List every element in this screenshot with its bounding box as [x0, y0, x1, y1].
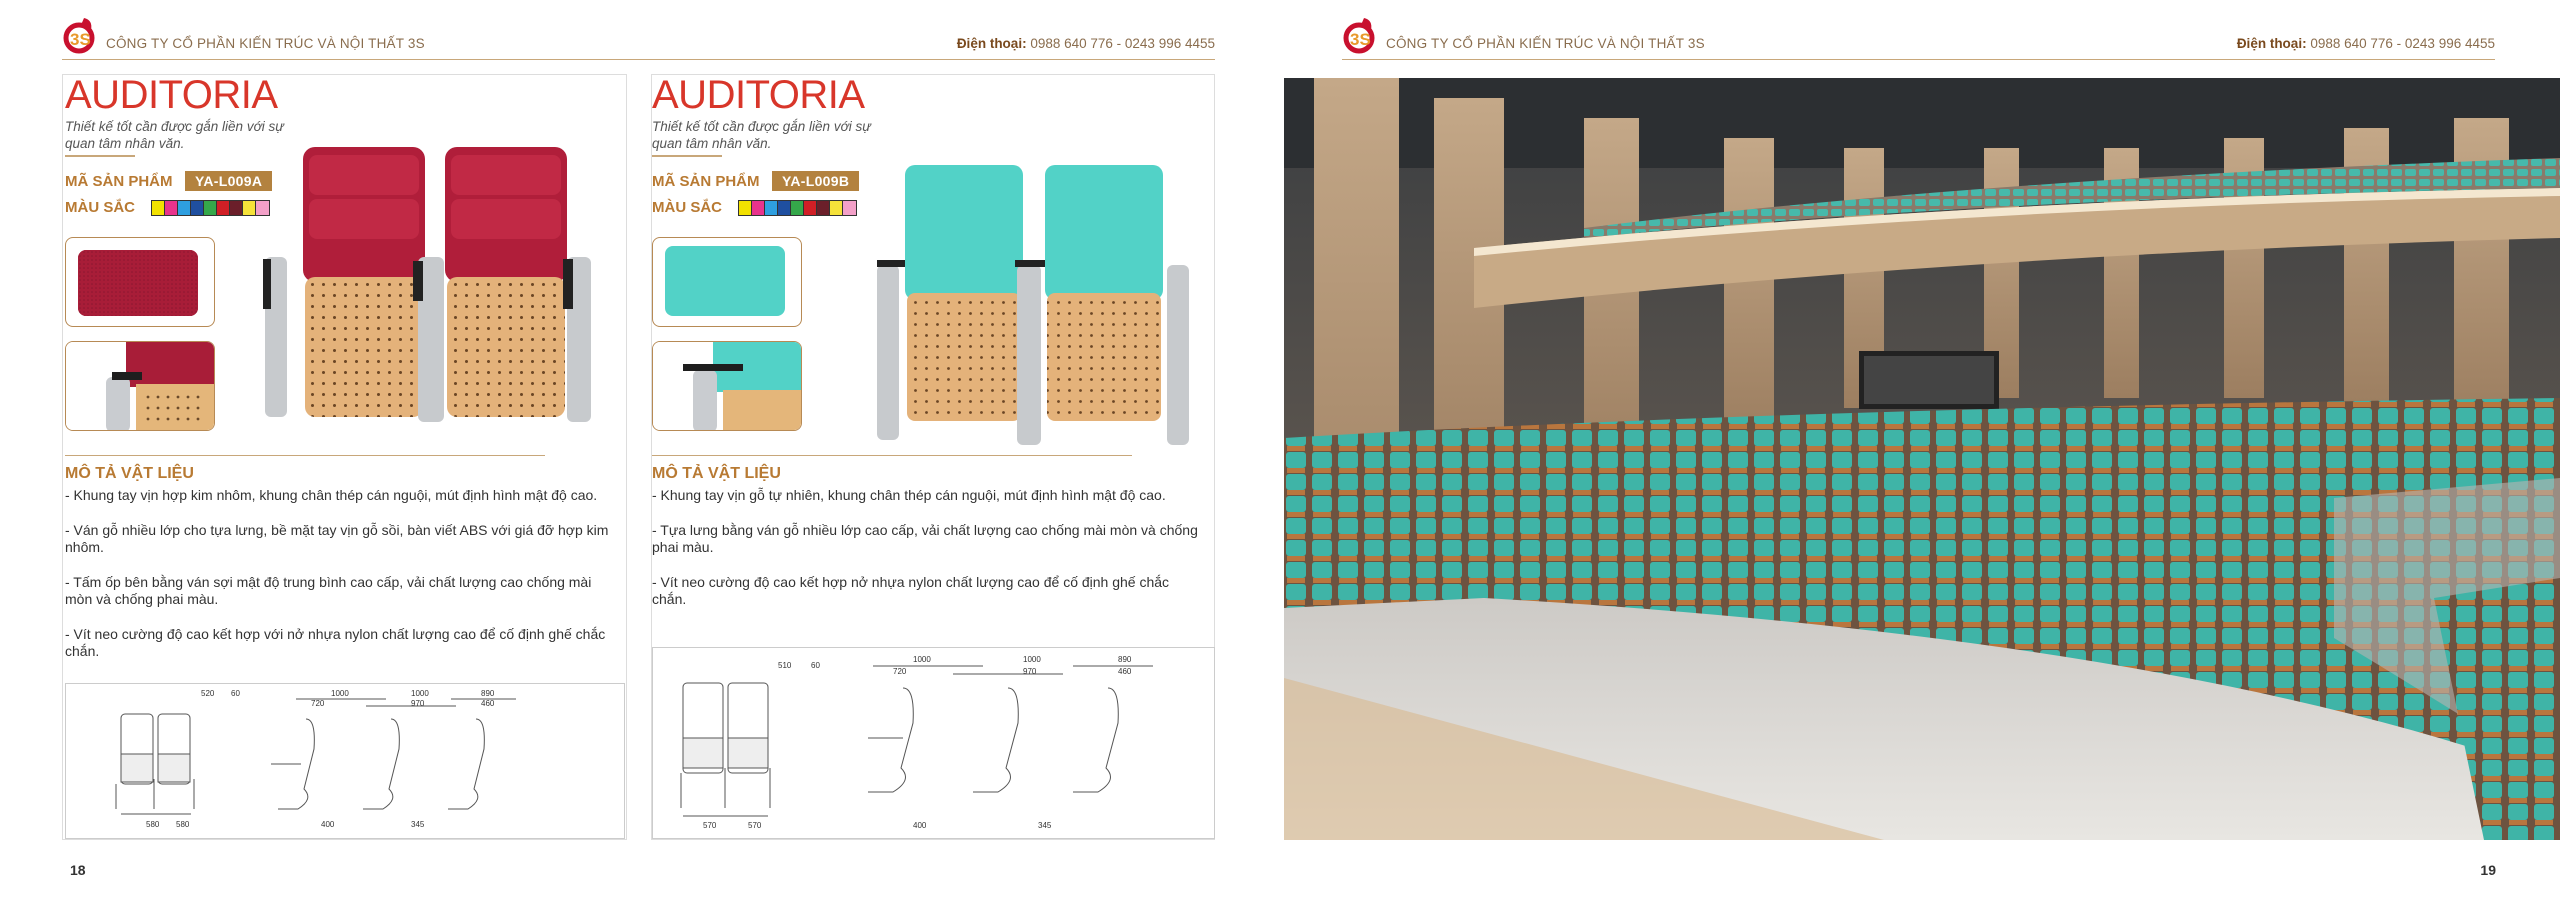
- color-label: MÀU SẮC: [65, 199, 135, 216]
- material-desc-title: MÔ TẢ VẬT LIỆU: [65, 465, 194, 482]
- desc-item: - Khung tay vịn gỗ tự nhiên, khung chân thép cán nguội, mút định hình mật độ cao.: [652, 487, 1166, 503]
- swatch: [230, 201, 243, 215]
- page-header: [1342, 12, 2495, 60]
- swatch: [191, 201, 204, 215]
- swatch: [739, 201, 752, 215]
- dim-label: 400: [321, 820, 335, 829]
- company-logo: [62, 12, 102, 56]
- phone-info: [957, 36, 1215, 51]
- swatch: [165, 201, 178, 215]
- dim-label: 720: [311, 699, 325, 708]
- section-divider: [65, 455, 545, 456]
- desc-item: - Tựa lưng bằng ván gỗ nhiều lớp cao cấp, vải chất lượng cao chống mài mòn và chống phai màu.: [652, 521, 1198, 555]
- material-desc: [652, 487, 1207, 626]
- swatch: [804, 201, 817, 215]
- dim-label: 1000: [1023, 655, 1041, 664]
- dim-label: 720: [893, 667, 907, 676]
- tagline-underline: [652, 155, 722, 157]
- dim-label: 580: [176, 820, 190, 829]
- product-panel-a: [62, 74, 627, 840]
- page-number: 18: [70, 862, 86, 878]
- tagline-underline: [65, 155, 135, 157]
- swatch: [817, 201, 830, 215]
- dim-label: 520: [201, 689, 215, 698]
- product-code-label: MÃ SẢN PHẨM: [65, 173, 173, 190]
- product-brand: AUDITORIA: [65, 73, 278, 117]
- dim-label: 890: [481, 689, 495, 698]
- dim-label: 345: [411, 820, 425, 829]
- armrest-detail-thumb: [65, 341, 215, 431]
- desc-item: - Khung tay vịn hợp kim nhôm, khung chân thép cán nguội, mút định hình mật độ cao.: [65, 487, 598, 503]
- chair-pair-image: [877, 165, 1197, 450]
- swatch: [152, 201, 165, 215]
- product-code-badge: YA-L009A: [185, 171, 272, 191]
- dim-label: 60: [811, 661, 820, 670]
- material-desc-title: MÔ TẢ VẬT LIỆU: [652, 465, 781, 482]
- desc-item: - Tấm ốp bên bằng ván sợi mật độ trung bình cao cấp, vải chất lượng cao chống mài mòn và chống phai màu.: [65, 573, 592, 607]
- desc-item: - Vít neo cường độ cao kết hợp với nở nhựa nylon chất lượng cao để cố định ghế chắc chắn.: [65, 625, 606, 659]
- color-swatches: [151, 200, 270, 216]
- swatch: [843, 201, 856, 215]
- swatch: [217, 201, 230, 215]
- phone-label: Điện thoại:: [2236, 36, 2307, 51]
- page-number: 19: [2480, 862, 2496, 878]
- swatch: [830, 201, 843, 215]
- page-header: [62, 12, 1215, 60]
- desc-item: - Ván gỗ nhiều lớp cho tựa lưng, bề mặt tay vịn gỗ sồi, bàn viết ABS với giá đỡ hợp kim nhôm.: [65, 521, 609, 555]
- auditorium-photo: [1284, 78, 2560, 840]
- company-name: CÔNG TY CỔ PHẦN KIẾN TRÚC VÀ NỘI THẤT 3S: [1386, 36, 1705, 51]
- dim-label: 510: [778, 661, 792, 670]
- product-code-badge: YA-L009B: [772, 171, 859, 191]
- dim-label: 970: [1023, 667, 1037, 676]
- technical-drawing: [652, 647, 1215, 839]
- swatch: [178, 201, 191, 215]
- desc-item: - Vít neo cường độ cao kết hợp nở nhựa nylon chất lượng cao để cố định ghế chắc chắn.: [652, 573, 1170, 607]
- swatch: [752, 201, 765, 215]
- swatch: [778, 201, 791, 215]
- color-label: MÀU SẮC: [652, 199, 722, 216]
- material-desc: [65, 487, 620, 678]
- chair-pair-image: [263, 147, 608, 437]
- section-divider: [652, 455, 1132, 456]
- product-tagline: Thiết kế tốt cần được gắn liền với sự quan tâm nhân văn.: [65, 119, 284, 151]
- swatch: [791, 201, 804, 215]
- dim-label: 1000: [411, 689, 429, 698]
- product-tagline: Thiết kế tốt cần được gắn liền với sự quan tâm nhân văn.: [652, 119, 871, 151]
- swatch: [204, 201, 217, 215]
- dim-label: 460: [1118, 667, 1132, 676]
- phone-numbers: 0988 640 776 - 0243 996 4455: [2310, 36, 2495, 51]
- product-brand: AUDITORIA: [652, 73, 865, 117]
- phone-numbers: 0988 640 776 - 0243 996 4455: [1030, 36, 1215, 51]
- company-name: CÔNG TY CỔ PHẦN KIẾN TRÚC VÀ NỘI THẤT 3S: [106, 36, 425, 51]
- technical-drawing: [65, 683, 625, 839]
- dim-label: 345: [1038, 821, 1052, 830]
- phone-label: Điện thoại:: [956, 36, 1027, 51]
- armrest-detail-thumb: [652, 341, 802, 431]
- fabric-detail-thumb: [652, 237, 802, 327]
- color-swatches: [738, 200, 857, 216]
- product-panel-b: [651, 74, 1215, 840]
- phone-info: [2237, 36, 2495, 51]
- dim-label: 970: [411, 699, 425, 708]
- dim-label: 1000: [331, 689, 349, 698]
- dim-label: 1000: [913, 655, 931, 664]
- page-19: [1280, 0, 2560, 905]
- dim-label: 570: [703, 821, 717, 830]
- dim-label: 570: [748, 821, 762, 830]
- dim-label: 460: [481, 699, 495, 708]
- swatch: [243, 201, 256, 215]
- dim-label: 580: [146, 820, 160, 829]
- fabric-detail-thumb: [65, 237, 215, 327]
- svg-text:3S: 3S: [1350, 30, 1371, 49]
- svg-text:3S: 3S: [70, 30, 91, 49]
- dim-label: 60: [231, 689, 240, 698]
- swatch: [765, 201, 778, 215]
- dim-label: 400: [913, 821, 927, 830]
- dim-label: 890: [1118, 655, 1132, 664]
- company-logo: [1342, 12, 1382, 56]
- product-code-label: MÃ SẢN PHẨM: [652, 173, 760, 190]
